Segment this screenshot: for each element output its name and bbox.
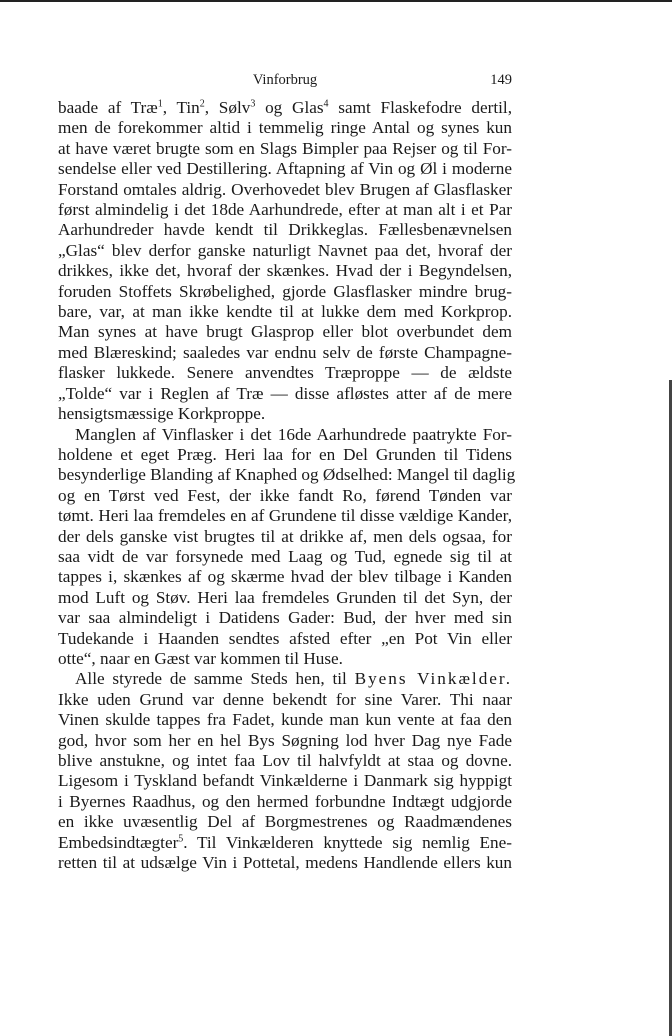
top-scan-edge xyxy=(0,0,672,2)
text-line: besynderlige Blanding af Knaphed og Ødselhed: Mangel til daglig xyxy=(58,465,516,485)
text-line: „Tolde“ var i Reglen af Træ — disse afløstes atter af de mere xyxy=(58,383,512,403)
text-line: hensigtsmæssige Korkproppe. xyxy=(58,404,266,424)
text-line: foruden Stoffets Skrøbelighed, gjorde Glasflasker mindre brug- xyxy=(58,281,512,301)
text-line: baade af Træ$^1$, Tin$^2$, Sølv$^3$ og Glas$^4$ samt Flaskefodre dertil, xyxy=(58,98,512,117)
footnote-ref[interactable]: 3 xyxy=(250,98,256,110)
text-line: otte“, naar en Gæst var kommen til Huse. xyxy=(58,648,343,668)
text-line: med Blæreskind; saaledes var endnu selv de første Champagne- xyxy=(58,342,512,362)
footnote-ref[interactable]: 2 xyxy=(199,98,205,110)
spaced-emphasis: Byens Vinkælder. xyxy=(354,669,512,689)
footnote-ref[interactable]: 4 xyxy=(323,98,329,110)
text-line: Forstand omtales aldrig. Overhovedet blev Brugen af Glasflasker xyxy=(58,179,512,199)
text-line: sendelse eller ved Destillering. Aftapning af Vin og Øl i moderne xyxy=(58,159,512,179)
footnote-ref[interactable]: 5 xyxy=(178,832,184,844)
text-line: saa vidt de var forsynede med Laag og Tud, egnede sig til at xyxy=(58,546,512,566)
paragraph-start-line: Alle styrede de samme Steds hen, til Byens Vinkælder. xyxy=(75,669,512,689)
text-line: der dels ganske vist brugtes til at drikke af, men dels ogsaa, for xyxy=(58,526,512,546)
text-line: og en Tørst ved Fest, der ikke fandt Ro, førend Tønden var xyxy=(58,485,512,505)
footnote-ref[interactable]: 1 xyxy=(157,98,163,110)
text-line: i Byernes Raadhus, og den hermed forbundne Indtægt udgjorde xyxy=(58,791,512,811)
text-line: holdene et eget Præg. Heri laa for en Del Grunden til Tidens xyxy=(58,444,512,464)
text-line: retten til at udsælge Vin i Pottetal, medens Handlende ellers kun xyxy=(58,853,512,873)
text-line: Ligesom i Tyskland befandt Vinkælderne i Danmark sig hyppigt xyxy=(58,771,512,791)
text-line: mod Luft og Støv. Heri laa fremdeles Grunden til det Syn, der xyxy=(58,587,512,607)
text-line: var saa almindeligt i Datidens Gader: Bud, der hver med sin xyxy=(58,608,512,628)
text-line: en ikke uvæsentlig Del af Borgmestrenes og Raadmændenes xyxy=(58,812,512,832)
text-line: „Glas“ blev derfor ganske naturligt Navnet paa det, hvoraf der xyxy=(58,240,512,260)
page-number: 149 xyxy=(490,72,512,88)
text-line: Aarhundreder havde kendt til Drikkeglas. Fællesbenævnelsen xyxy=(58,220,512,240)
paragraph-start-line: Manglen af Vinflasker i det 16de Aarhundrede paatrykte For- xyxy=(75,424,512,444)
text-line: bare, var, at man ikke kendte til at lukke dem med Korkprop. xyxy=(58,302,512,322)
page-header xyxy=(58,72,512,92)
text-line: men de forekommer altid i temmelig ringe Antal og synes kun xyxy=(58,118,512,138)
text-line: tappes i, skænkes af og skærme hvad der blev tilbage i Kanden xyxy=(58,567,512,587)
running-title: Vinforbrug xyxy=(252,72,318,88)
text-line: blive anstukne, og intet faa Lov til halvfyldt at staa og dovne. xyxy=(58,751,512,770)
text-line: tømt. Heri laa fremdeles en af Grundene til disse vældige Kander, xyxy=(58,506,512,526)
text-line: drikkes, ikke det, hvoraf der skænkes. Hvad der i Begyndelsen, xyxy=(58,261,512,281)
text-line: Tudekande i Haanden sendtes afsted efter „en Pot Vin eller xyxy=(58,628,512,648)
text-line: Vinen skulde tappes fra Fadet, kunde man kun vente at faa den xyxy=(58,710,512,730)
text-line: flasker lukkede. Senere anvendtes Træproppe — de ældste xyxy=(58,363,512,383)
body-text xyxy=(58,98,516,873)
text-line: først almindelig i det 18de Aarhundrede, efter at man alt i et Par xyxy=(58,200,512,220)
text-line: Man synes at have brugt Glasprop eller blot overbundet dem xyxy=(58,322,512,342)
text-line: god, hvor som her en hel Bys Søgning lod hver Dag nye Fade xyxy=(58,730,512,750)
text-line: at have været brugte som en Slags Bimpler paa Rejser og til For- xyxy=(58,138,512,158)
text-line: Embedsindtægter$^5$. Til Vinkælderen knyttede sig nemlig Ene- xyxy=(58,832,512,852)
text-line: Ikke uden Grund var denne bekendt for sine Varer. Thi naar xyxy=(58,689,512,709)
